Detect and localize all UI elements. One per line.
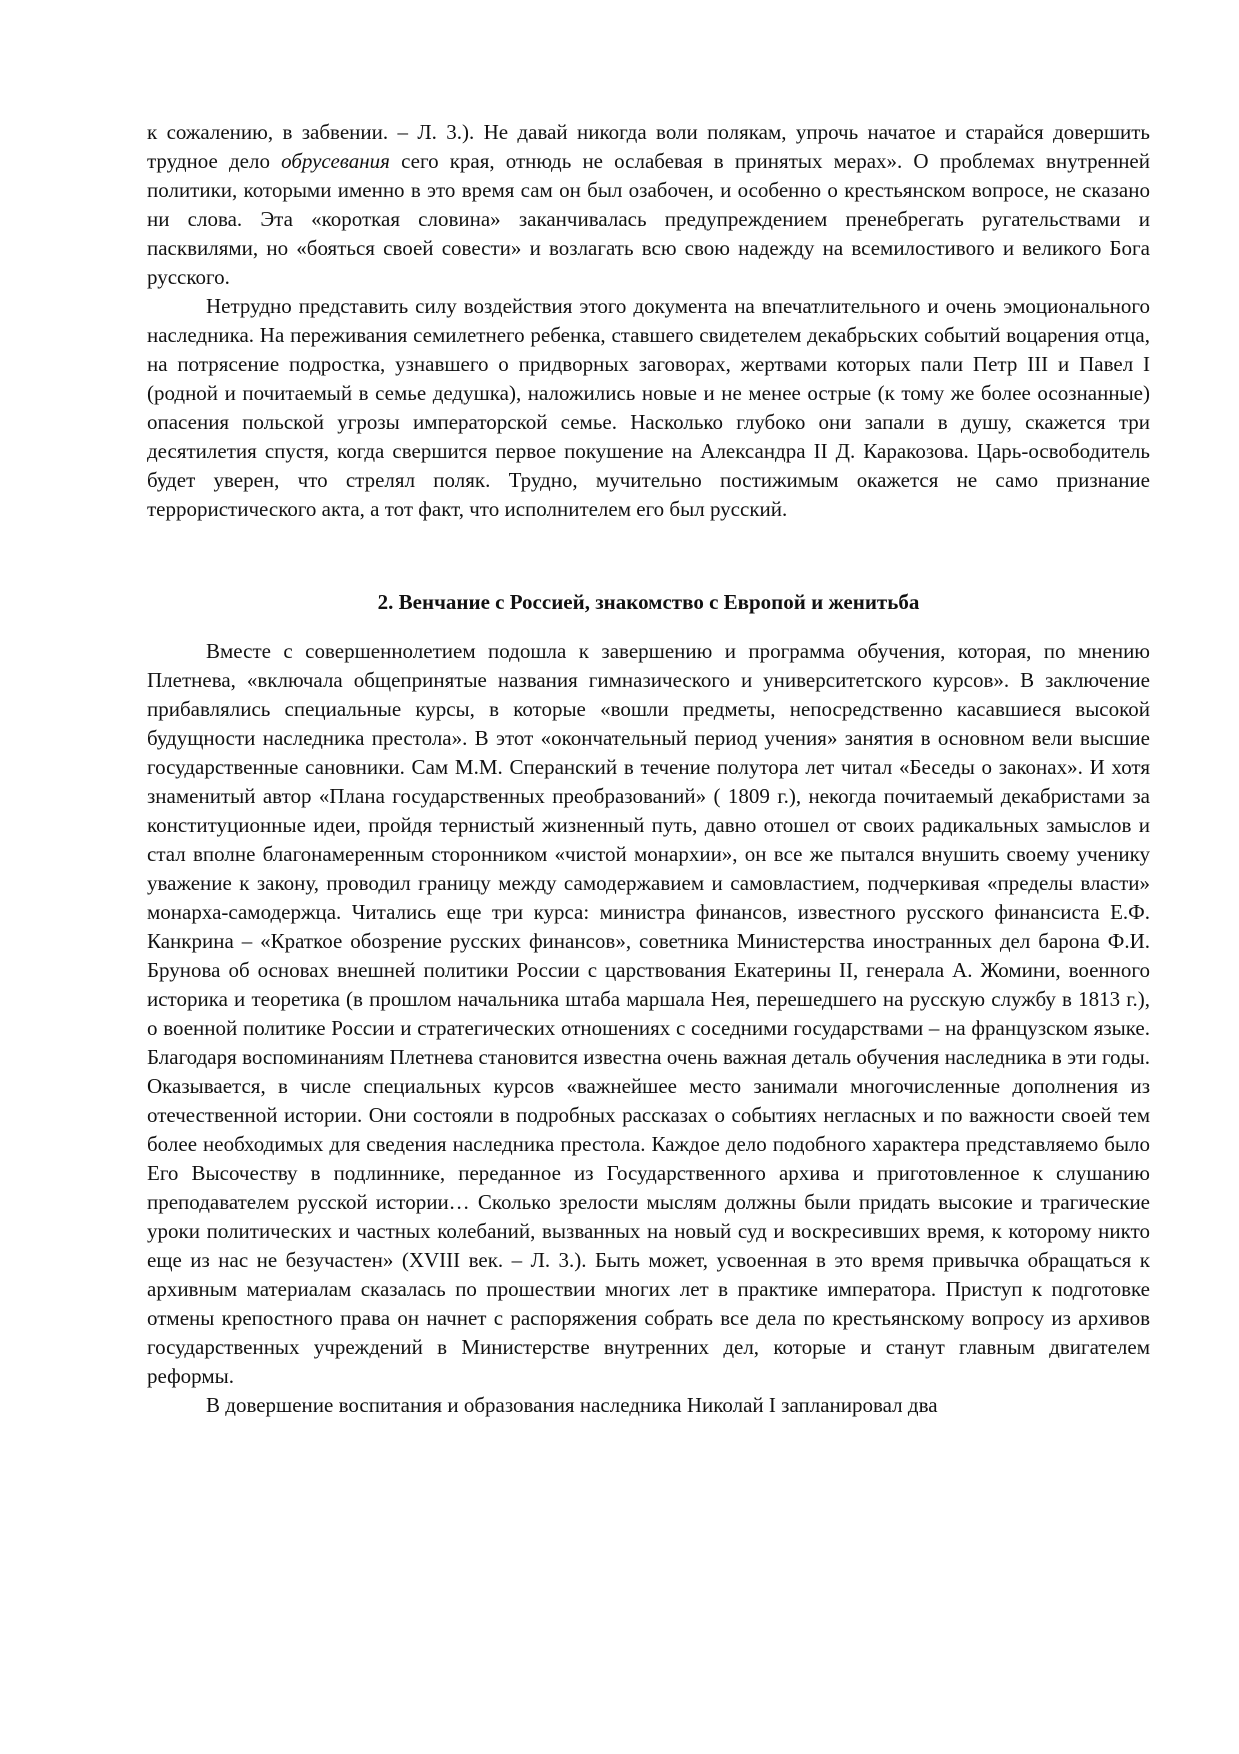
paragraph-1-text-end: сего края, отнюдь не ослабевая в принятых мерах». О проблемах внутренней политики, которыми именно в это время сам он был озабочен, и особенно о крестьянском вопросе, не сказано ни слова. Эта «короткая словина» заканчивалась предупреждением пренебрегать ругательствами и пасквилями, но «бояться своей совести» и возлагать всю свою надежду на всемилостивого и великого Бога русского. — [147, 149, 1150, 289]
section-heading: 2. Венчание с Россией, знакомство с Европой и женитьба — [377, 590, 920, 614]
paragraph-2: Нетрудно представить силу воздействия этого документа на впечатлительного и очень эмоционального наследника. На переживания семилетнего ребенка, ставшего свидетелем декабрьских событий воцарения отца, на потрясение подростка, узнавшего о придворных заговорах, жертвами которых пали Петр III и Павел I (родной и почитаемый в семье дедушка), наложились новые и не менее острые (к тому же более осознанные) опасения польской угрозы императорской семье. Насколько глубоко они запали в душу, скажется три десятилетия спустя, когда свершится первое покушение на Александра II Д. Каракозова. Царь-освободитель будет уверен, что стрелял поляк. Трудно, мучительно постижимым окажется не само признание террористического акта, а тот факт, что исполнителем его был русский. — [147, 294, 1150, 521]
paragraph-1 — [147, 118, 1150, 292]
paragraph-1-text-start: к сожалению, в забвении. – Л. 3.). Не давай никогда воли полякам, упрочь начатое и старайся довершить трудное дело — [147, 120, 1150, 173]
document-page — [147, 118, 1150, 1420]
paragraph-1-italic-term: обрусевания — [281, 149, 390, 173]
paragraph-4: В довершение воспитания и образования наследника Николай I запланировал два — [206, 1393, 938, 1417]
paragraph-3: Вместе с совершеннолетием подошла к завершению и программа обучения, которая, по мнению Плетнева, «включала общепринятые названия гимназического и университетского курсов». В заключение прибавлялись специальные курсы, в которые «вошли предметы, непосредственно касавшиеся высокой будущности наследника престола». В этот «окончательный период учения» занятия в основном вели высшие государственные сановники. Сам М.М. Сперанский в течение полутора лет читал «Беседы о законах». И хотя знаменитый автор «Плана государственных преобразований» ( 1809 г.), некогда почитаемый декабристами за конституционные идеи, пройдя тернистый жизненный путь, давно отошел от своих радикальных замыслов и стал вполне благонамеренным сторонником «чистой монархии», он все же пытался внушить своему ученику уважение к закону, проводил границу между самодержавием и самовластием, подчеркивая «пределы власти» монарха-самодержца. Читались еще три курса: министра финансов, известного русского финансиста Е.Ф. Канкрина – «Краткое обозрение русских финансов», советника Министерства иностранных дел барона Ф.И. Брунова об основах внешней политики России с царствования Екатерины II, генерала А. Жомини, военного историка и теоретика (в прошлом начальника штаба маршала Нея, перешедшего на русскую службу в 1813 г.), о военной политике России и стратегических отношениях с соседними государствами – на французском языке. Благодаря воспоминаниям Плетнева становится известна очень важная деталь обучения наследника в эти годы. Оказывается, в числе специальных курсов «важнейшее место занимали многочисленные дополнения из отечественной истории. Они состояли в подробных рассказах о событиях негласных и по важности своей тем более необходимых для сведения наследника престола. Каждое дело подобного характера представляемо было Его Высочеству в подлиннике, переданное из Государственного архива и приготовленное к слушанию преподавателем русской истории… Сколько зрелости мыслям должны были придать высокие и трагические уроки политических и частных колебаний, вызванных на новый суд и воскресивших время, к которому никто еще из нас не безучастен» (XVIII век. – Л. 3.). Быть может, усвоенная в это время привычка обращаться к архивным материалам сказалась по прошествии многих лет в практике императора. Приступ к подготовке отмены крепостного права он начнет с распоряжения собрать все дела по крестьянскому вопросу из архивов государственных учреждений в Министерстве внутренних дел, которые и станут главным двигателем реформы. — [147, 639, 1150, 1388]
